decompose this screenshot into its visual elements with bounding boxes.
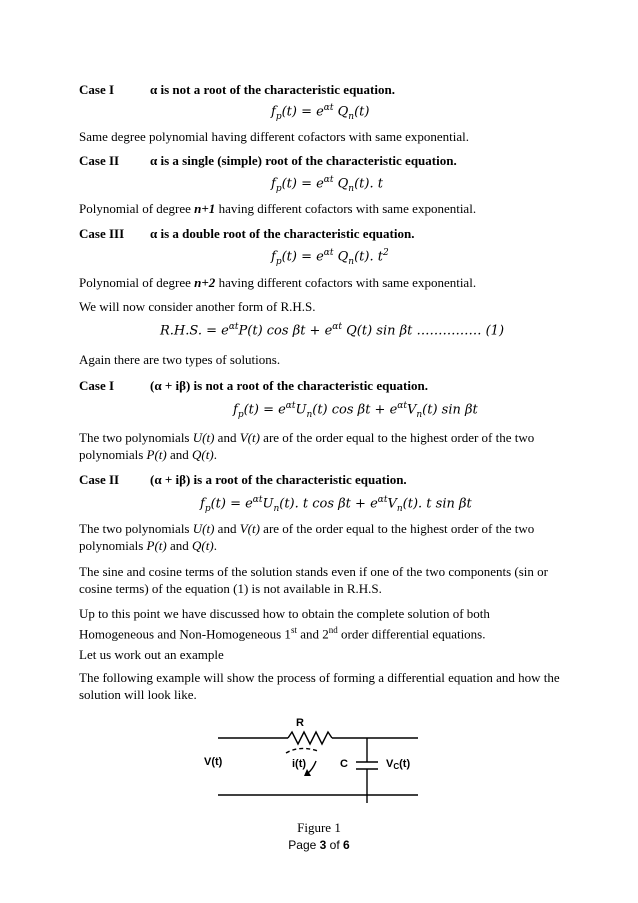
case-label: Case III — [79, 226, 125, 241]
paragraph: The following example will show the process of forming a differential equation and how the solution will look like. — [79, 670, 560, 702]
case-label: Case I — [79, 82, 115, 97]
paragraph: Up to this point we have discussed how to obtain the complete solution of both Homogeneous and Non-Homogeneous 1st and 2nd order differential equations. — [79, 606, 490, 642]
note-line: Polynomial of degree n+2 having different cofactors with same exponential. — [79, 275, 477, 290]
equation: $f_p(t) = e^{\alpha t}$ $Q_n(t)$ — [271, 103, 370, 122]
paragraph: The sine and cosine terms of the solution stands even if one of the two components (sin or cosine terms) of the equation (1) is not available in R.H.S. — [79, 564, 548, 596]
paragraph: The two polynomials U(t) and V(t) are of the order equal to the highest order of the two polynomials P(t) and Q(t). — [79, 521, 535, 553]
paragraph: The two polynomials U(t) and V(t) are of the order equal to the highest order of the two polynomials P(t) and Q(t). — [79, 430, 535, 462]
case-heading: α is not a root of the characteristic equation. — [150, 82, 395, 97]
equation: $f_p(t) = e^{\alpha t}$ $Q_n(t)$. $t^2$ — [271, 248, 389, 267]
resistor-label: R — [296, 717, 304, 729]
case-heading: (α + iβ) is not a root of the characteristic equation. — [150, 378, 428, 393]
rc-circuit-diagram — [200, 705, 440, 815]
case-label: Case II — [79, 472, 120, 487]
paragraph: Let us work out an example — [79, 647, 224, 662]
capacitor-voltage-label: VC(t) — [386, 758, 411, 771]
note-line: Same degree polynomial having different cofactors with same exponential. — [79, 129, 469, 144]
rhs-intro: We will now consider another form of R.H.S. — [79, 299, 316, 314]
figure-caption: Figure 1 — [297, 820, 341, 835]
case-label: Case II — [79, 153, 120, 168]
case-heading: (α + iβ) is a root of the characteristic equation. — [150, 472, 407, 487]
rhs-equation: R.H.S. = $e^{\alpha t}P(t)$ $\cos \beta t + e^{\alpha t}$ Q(t) sin βt …………… (1) — [160, 322, 505, 339]
equation: $f_p(t) = e^{\alpha t}U_n(t)$. t $\cos \beta t + e^{\alpha t}V_n(t)$. t sin βt — [200, 495, 472, 514]
source-voltage-label: V(t) — [204, 756, 223, 768]
case-heading: α is a single (simple) root of the characteristic equation. — [150, 153, 457, 168]
equation: $f_p(t) = e^{\alpha t}$ $Q_n(t)$. t — [271, 175, 383, 194]
arrow-icon — [304, 769, 311, 776]
case-label: Case I — [79, 378, 115, 393]
current-label: i(t) — [292, 758, 307, 770]
page-number: Page 3 of 6 — [288, 838, 350, 852]
case-heading: α is a double root of the characteristic equation. — [150, 226, 415, 241]
capacitor-label: C — [340, 758, 348, 770]
note-line: Polynomial of degree n+1 having different cofactors with same exponential. — [79, 201, 477, 216]
again-line: Again there are two types of solutions. — [79, 352, 281, 367]
equation: $f_p(t) = e^{\alpha t}U_n(t)$ $\cos \beta t + e^{\alpha t}V_n(t)$ sin βt — [233, 401, 478, 420]
